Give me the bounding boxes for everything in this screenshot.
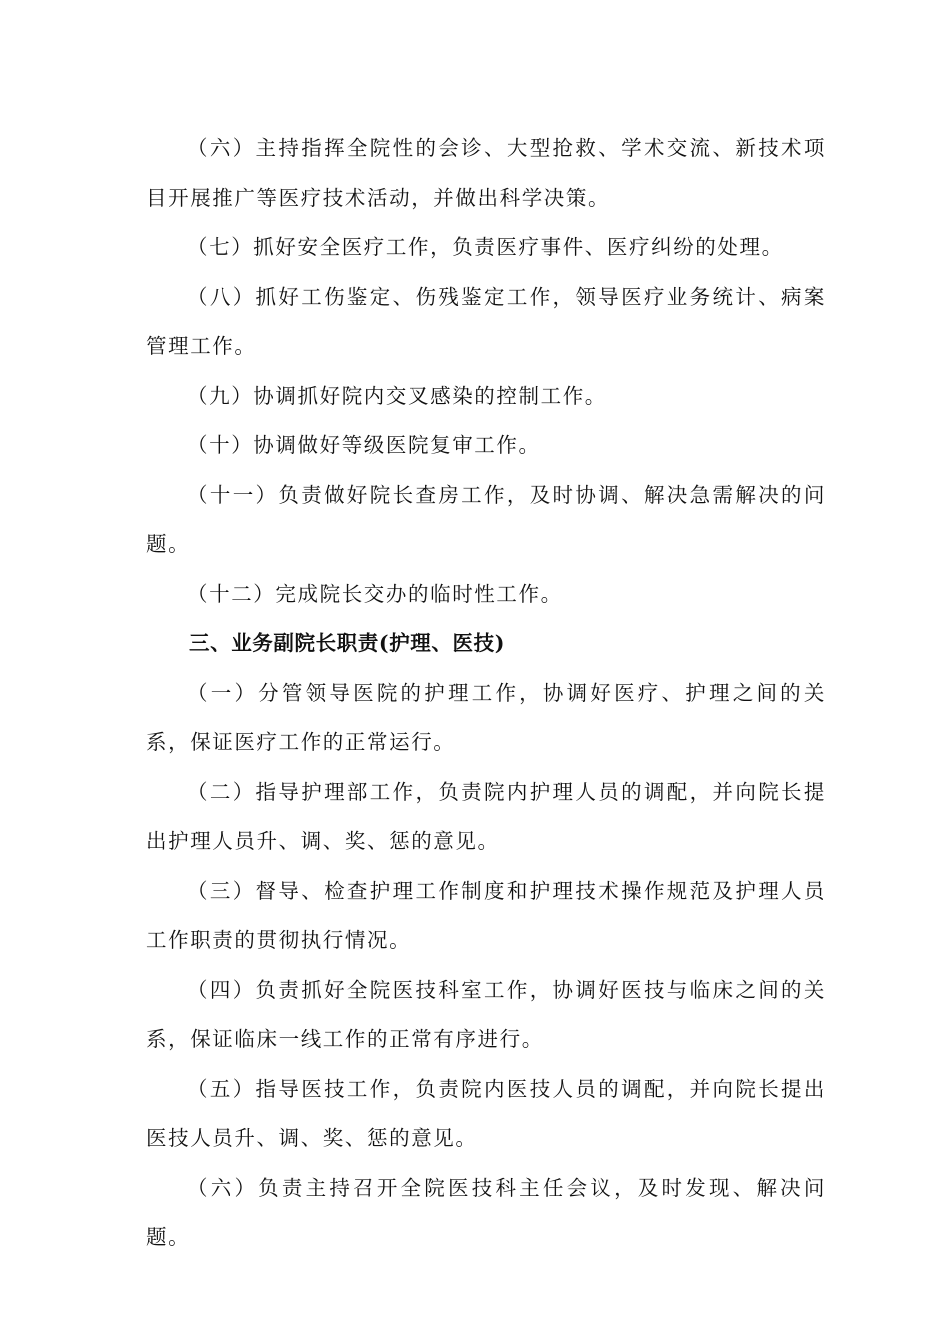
- paragraph-item-9: （九）协调抓好院内交叉感染的控制工作。: [187, 383, 607, 408]
- paragraph-duty-3: （三）督导、检查护理工作制度和护理技术操作规范及护理人员工作职责的贯彻执行情况。: [146, 878, 826, 952]
- paragraph-item-8: （八）抓好工伤鉴定、伤残鉴定工作，领导医疗业务统计、病案管理工作。: [146, 284, 826, 358]
- paragraph-item-10: （十）协调做好等级医院复审工作。: [187, 433, 541, 457]
- paragraph-item-12: （十二）完成院长交办的临时性工作。: [187, 581, 563, 606]
- document-page: [146, 124, 826, 1263]
- paragraph-item-7: （七）抓好安全医疗工作，负责医疗事件、医疗纠纷的处理。: [187, 235, 784, 259]
- paragraph-duty-1: （一）分管领导医院的护理工作，协调好医疗、护理之间的关系，保证医疗工作的正常运行。: [146, 680, 826, 754]
- paragraph-duty-5: （五）指导医技工作，负责院内医技人员的调配，并向院长提出医技人员升、调、奖、惩的意见。: [146, 1076, 826, 1150]
- paragraph-duty-2: （二）指导护理部工作，负责院内护理人员的调配，并向院长提出护理人员升、调、奖、惩的意见。: [146, 779, 826, 853]
- section-heading: 三、业务副院长职责(护理、医技): [189, 631, 505, 655]
- paragraph-duty-4: （四）负责抓好全院医技科室工作，协调好医技与临床之间的关系，保证临床一线工作的正常有序进行。: [146, 977, 826, 1051]
- paragraph-item-6: （六）主持指挥全院性的会诊、大型抢救、学术交流、新技术项目开展推广等医疗技术活动，并做出科学决策。: [146, 136, 826, 210]
- paragraph-duty-6: （六）负责主持召开全院医技科主任会议，及时发现、解决问题。: [146, 1175, 826, 1249]
- paragraph-item-11: （十一）负责做好院长查房工作，及时协调、解决急需解决的问题。: [146, 482, 826, 556]
